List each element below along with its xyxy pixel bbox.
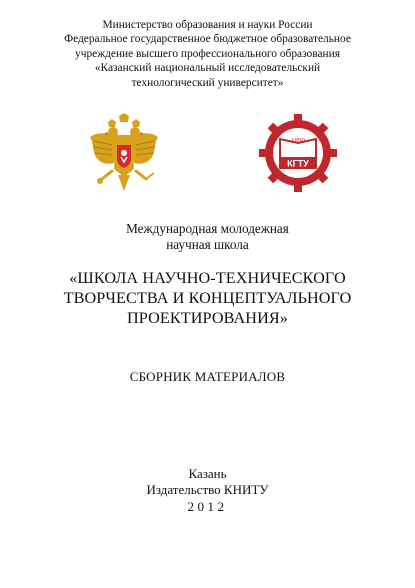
title-line: ПРОЕКТИРОВАНИЯ» — [127, 309, 288, 327]
header-line: Министерство образования и науки России — [102, 19, 313, 31]
institution-header — [0, 18, 415, 90]
document-title — [0, 268, 415, 328]
kstu-year: 1890 — [291, 137, 305, 145]
kstu-gear-logo-icon — [258, 113, 338, 193]
school-name — [0, 221, 415, 253]
header-line: Федеральное государственное бюджетное образовательное — [64, 33, 351, 46]
publisher: Издательство КНИТУ — [146, 482, 269, 498]
title-line: «ШКОЛА НАУЧНО-ТЕХНИЧЕСКОГО — [69, 269, 346, 287]
kstu-label: КГТУ — [287, 158, 309, 169]
school-line: Международная молодежная — [126, 221, 289, 236]
russian-coat-of-arms-icon — [88, 113, 160, 195]
header-line: учреждение высшего профессионального образования — [75, 47, 340, 60]
header-line: «Казанский национальный исследовательский — [94, 62, 321, 75]
school-line: научная школа — [166, 237, 249, 252]
document-subtitle: СБОРНИК МАТЕРИАЛОВ — [129, 369, 286, 384]
imprint — [0, 466, 415, 515]
year: 2012 — [187, 498, 228, 514]
city: Казань — [188, 466, 227, 481]
title-line: ТВОРЧЕСТВА И КОНЦЕПТУАЛЬНОГО — [63, 289, 352, 307]
header-line: технологический университет» — [131, 76, 284, 89]
